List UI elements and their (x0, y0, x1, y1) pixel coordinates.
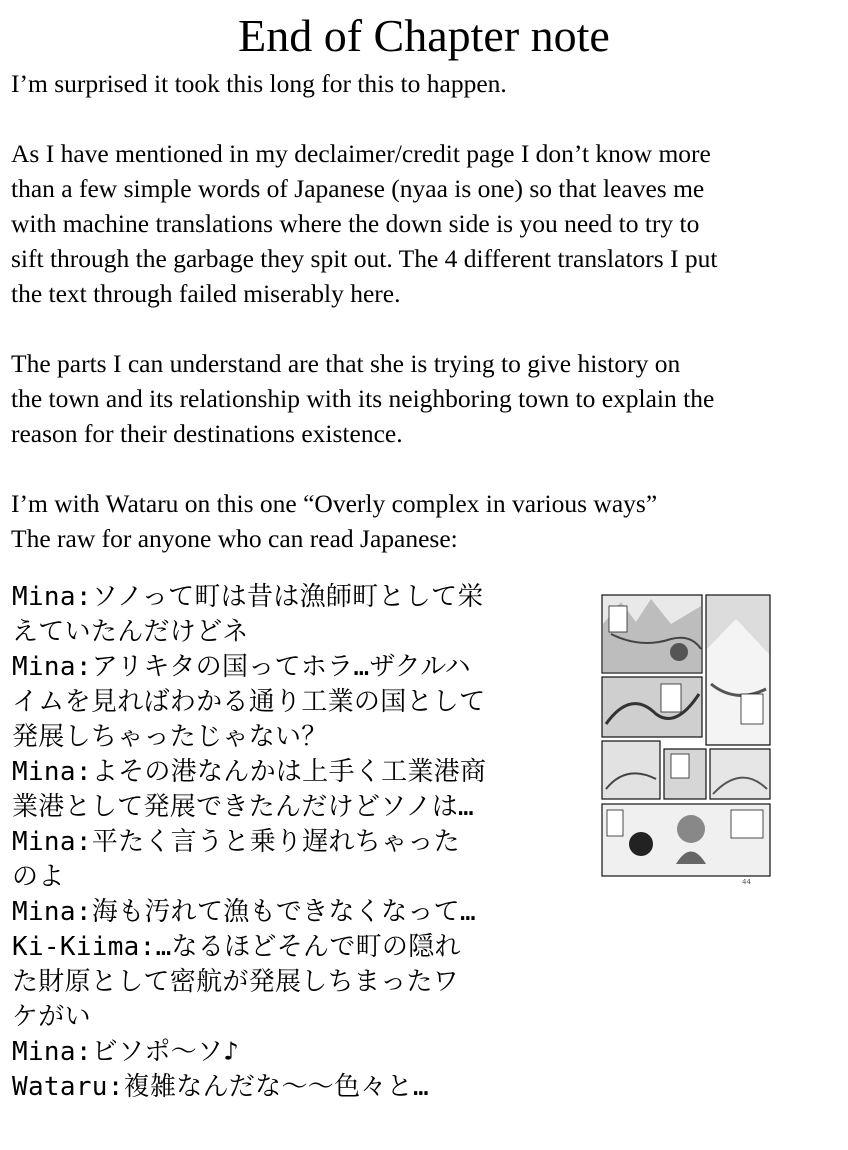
text-line: The parts I can understand are that she is trying to give history on (11, 349, 681, 378)
text-line: I’m surprised it took this long for this to happen. (11, 69, 507, 98)
text-line: with machine translations where the down side is you need to try to (11, 209, 700, 238)
text-line: sift through the garbage they spit out. The 4 different translators I put (11, 244, 718, 273)
text-line: than a few simple words of Japanese (nyaa is one) so that leaves me (11, 174, 705, 203)
raw-line: Mina:よその港なんかは上手く工業港商 (12, 757, 487, 787)
page-number: 44 (742, 878, 751, 886)
raw-line: Wataru:複雑なんだな～～色々と… (12, 1072, 429, 1102)
text-line: The raw for anyone who can read Japanese: (11, 524, 458, 553)
raw-line: イムを見ればわかる通り工業の国として (12, 687, 486, 717)
text-line: As I have mentioned in my declaimer/credit page I don’t know more (11, 139, 711, 168)
raw-line: ケがい (12, 1002, 91, 1032)
manga-page-illustration (601, 594, 771, 884)
raw-line: Mina:ソノって町は昔は漁師町として栄 (12, 582, 484, 612)
manga-page-thumbnail (601, 594, 771, 884)
raw-line: Mina:ビソポ～ソ♪ (12, 1037, 240, 1067)
raw-line: のよ (12, 862, 65, 892)
raw-line: Mina:アリキタの国ってホラ…ザクルハ (12, 652, 471, 682)
text-line: the text through failed miserably here. (11, 279, 401, 308)
paragraph-translation (11, 136, 841, 311)
text-line: I’m with Wataru on this one “Overly complex in various ways” (11, 489, 658, 518)
raw-line: 業港として発展できたんだけどソノは… (12, 792, 475, 822)
page-title: End of Chapter note (238, 10, 610, 61)
raw-japanese-text (12, 580, 592, 1105)
text-line: the town and its relationship with its neighboring town to explain the (11, 384, 715, 413)
raw-line: Ki-Kiima:…なるほどそんで町の隠れ (12, 932, 461, 962)
text-line: reason for their destinations existence. (11, 419, 403, 448)
paragraph-understanding (11, 346, 841, 451)
paragraph-raw-intro (11, 486, 841, 556)
raw-line: Mina:平たく言うと乗り遅れちゃった (12, 827, 460, 857)
raw-line: た財原として密航が発展しちまったワ (12, 967, 460, 997)
raw-line: 発展しちゃったじゃない？ (12, 722, 328, 752)
paragraph-intro (11, 66, 841, 101)
raw-line: えていたんだけどネ (12, 617, 249, 647)
raw-line: Mina:海も汚れて漁もできなくなって… (12, 897, 476, 927)
